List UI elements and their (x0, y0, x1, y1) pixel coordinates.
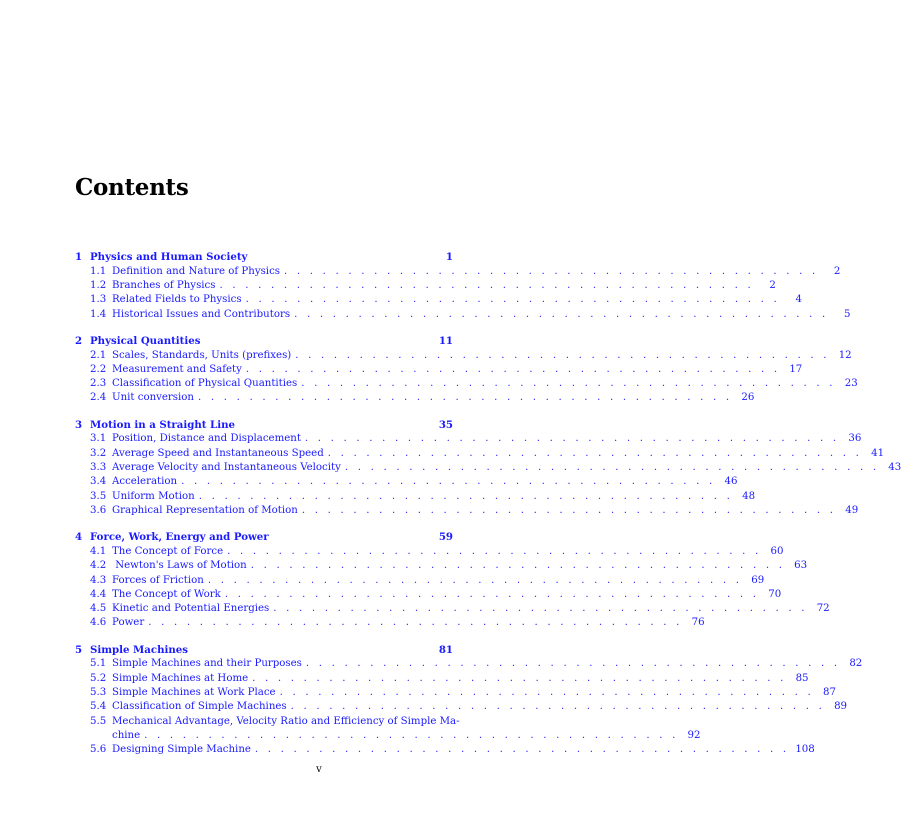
section-number: 5.2 (90, 672, 107, 684)
toc-chapter (75, 418, 901, 518)
section-number: 1.3 (90, 294, 107, 306)
section-page: 89 (834, 701, 848, 713)
section-number: 1.2 (90, 279, 107, 291)
section-title: Simple Machines at Home (112, 672, 249, 684)
toc-chapter (75, 643, 863, 758)
dot-leader: . . . . . . . . . . . . . . . . . . . . . . . . . . . . . . . . . . . . . . . . . . (327, 447, 863, 459)
section-number: 2.1 (90, 349, 107, 361)
chapter-title: Motion in a Straight Line (90, 418, 235, 431)
section-page: 36 (848, 433, 862, 445)
section-number: 3.6 (90, 504, 107, 516)
toc-section-entry[interactable] (75, 657, 863, 671)
toc-section-entry[interactable] (75, 602, 830, 616)
section-title: Historical Issues and Contributors (112, 308, 291, 320)
page-title: Contents (75, 174, 189, 201)
section-number: 4.3 (90, 574, 107, 586)
dot-leader: . . . . . . . . . . . . . . . . . . . . . . . . . . . . . . . . . . . . . . . . . . (295, 349, 830, 361)
chapter-number: 5 (75, 643, 83, 656)
toc-section-entry[interactable] (75, 265, 841, 279)
section-number: 5.3 (90, 686, 107, 698)
section-title: Average Velocity and Instantaneous Velocity (112, 462, 341, 474)
toc-section-entry[interactable] (75, 743, 815, 757)
chapter-number: 4 (75, 531, 83, 544)
dot-leader: . . . . . . . . . . . . . . . . . . . . . . . . . . . . . . . . . . . . . . . . . . (290, 701, 826, 713)
section-title: Unit conversion (112, 392, 194, 404)
section-title: Definition and Nature of Physics (112, 265, 281, 277)
toc-chapter-entry[interactable] (75, 250, 453, 264)
toc-chapter (75, 334, 858, 406)
section-page: 48 (742, 490, 756, 502)
toc-section-entry-continued[interactable] (75, 729, 701, 743)
section-title: Scales, Standards, Units (prefixes) (112, 349, 292, 361)
section-page: 76 (691, 617, 705, 629)
section-page: 43 (888, 462, 901, 474)
toc-section-entry[interactable] (75, 432, 862, 446)
section-number: 3.1 (90, 433, 107, 445)
section-title: Simple Machines and their Purposes (112, 658, 302, 670)
dot-leader: . . . . . . . . . . . . . . . . . . . . . . . . . . . . . . . . . . . . . . . . . . (254, 744, 790, 756)
section-page: 92 (687, 729, 701, 741)
toc-section-entry[interactable] (75, 559, 808, 573)
dot-leader: . . . . . . . . . . . . . . . . . . . . . . . . . . . . . . . . . . . . . . . . . . (207, 574, 743, 586)
toc-section-entry[interactable] (75, 672, 809, 686)
section-number: 4.6 (90, 617, 107, 629)
section-number: 3.2 (90, 447, 107, 459)
toc-section-entry[interactable] (75, 461, 901, 475)
section-number: 2.4 (90, 392, 107, 404)
dot-leader: . . . . . . . . . . . . . . . . . . . . . . . . . . . . . . . . . . . . . . . . . . (148, 617, 683, 629)
toc-chapter-entry[interactable] (75, 334, 453, 348)
dot-leader: . . . . . . . . . . . . . . . . . . . . . . . . . . . . . . . . . . . . . . . . . . (294, 308, 829, 320)
toc-section-entry[interactable] (75, 447, 885, 461)
section-page: 23 (844, 378, 858, 390)
section-page: 70 (768, 588, 782, 600)
section-page: 82 (849, 658, 863, 670)
section-page: 72 (816, 603, 830, 615)
section-title: Mechanical Advantage, Velocity Ratio and Efficiency of Simple Ma- (112, 715, 460, 727)
toc-section-entry[interactable] (75, 490, 756, 504)
toc-section-entry[interactable] (75, 504, 859, 518)
section-title: The Concept of Force (112, 545, 224, 557)
dot-leader: . . . . . . . . . . . . . . . . . . . . . . . . . . . . . . . . . . . . . . . . . . (301, 378, 836, 390)
dot-leader: . . . . . . . . . . . . . . . . . . . . . . . . . . . . . . . . . . . . . . . . . . (344, 462, 880, 474)
section-title: Related Fields to Physics (112, 294, 242, 306)
toc-chapter (75, 530, 830, 630)
section-page: 108 (795, 744, 815, 756)
section-page: 2 (769, 279, 776, 291)
section-title: The Concept of Work (112, 588, 221, 600)
section-page: 85 (795, 672, 809, 684)
section-number: 5.5 (90, 715, 107, 727)
toc-chapter (75, 250, 851, 322)
toc-section-entry[interactable] (75, 574, 765, 588)
dot-leader: . . . . . . . . . . . . . . . . . . . . . . . . . . . . . . . . . . . . . . . . . . (245, 363, 781, 375)
chapter-page: 1 (445, 251, 453, 263)
section-page: 2 (833, 265, 841, 277)
table-of-contents (75, 250, 901, 769)
chapter-number: 2 (75, 334, 83, 347)
dot-leader: . . . . . . . . . . . . . . . . . . . . . . . . . . . . . . . . . . . . . . . . . . (181, 476, 716, 488)
section-title-continued: chine (112, 729, 141, 741)
dot-leader: . . . . . . . . . . . . . . . . . . . . . . . . . . . . . . . . . . . . . . . . . . (198, 490, 734, 502)
toc-section-entry[interactable] (75, 715, 460, 729)
section-number: 1.1 (90, 265, 107, 277)
toc-section-entry[interactable] (75, 308, 851, 322)
toc-section-entry[interactable] (75, 279, 776, 293)
toc-section-entry[interactable] (75, 475, 738, 489)
section-page: 63 (794, 560, 808, 572)
dot-leader: . . . . . . . . . . . . . . . . . . . . . . . . . . . . . . . . . . . . . . . . . . (301, 504, 837, 516)
toc-section-entry[interactable] (75, 377, 858, 391)
section-title: Classification of Simple Machines (112, 701, 287, 713)
toc-section-entry[interactable] (75, 700, 848, 714)
section-page: 41 (871, 447, 885, 459)
toc-section-entry[interactable] (75, 349, 852, 363)
chapter-page: 81 (438, 643, 453, 656)
section-title: Classification of Physical Quantities (112, 378, 298, 390)
dot-leader: . . . . . . . . . . . . . . . . . . . . . . . . . . . . . . . . . . . . . . . . . . (219, 279, 754, 291)
section-title: Forces of Friction (112, 574, 204, 586)
chapter-title: Simple Machines (90, 643, 189, 656)
toc-chapter-entry[interactable] (75, 530, 453, 544)
dot-leader: . . . . . . . . . . . . . . . . . . . . . . . . . . . . . . . . . . . . . . . . . . (250, 560, 786, 572)
chapter-page: 35 (438, 418, 453, 431)
dot-leader: . . . . . . . . . . . . . . . . . . . . . . . . . . . . . . . . . . . . . . . . . . (305, 658, 841, 670)
section-title: Power (112, 617, 145, 629)
dot-leader: . . . . . . . . . . . . . . . . . . . . . . . . . . . . . . . . . . . . . . . . . . (227, 545, 762, 557)
toc-section-entry[interactable] (75, 293, 802, 307)
toc-section-entry[interactable] (75, 545, 784, 559)
section-number: 3.4 (90, 476, 107, 488)
section-title: Graphical Representation of Motion (112, 504, 298, 516)
section-title: Acceleration (112, 476, 178, 488)
section-page: 26 (741, 392, 755, 404)
toc-chapter-entry[interactable] (75, 418, 453, 432)
dot-leader: . . . . . . . . . . . . . . . . . . . . . . . . . . . . . . . . . . . . . . . . . . (273, 603, 808, 615)
section-page: 46 (724, 476, 738, 488)
section-page: 17 (789, 363, 803, 375)
section-title: Branches of Physics (112, 279, 216, 291)
dot-leader: . . . . . . . . . . . . . . . . . . . . . . . . . . . . . . . . . . . . . . . . . . (224, 588, 760, 600)
section-number: 3.5 (90, 490, 107, 502)
section-title: Uniform Motion (112, 490, 195, 502)
section-title: Position, Distance and Displacement (112, 433, 301, 445)
chapter-number: 3 (75, 418, 83, 431)
section-page: 12 (838, 349, 852, 361)
section-title: Simple Machines at Work Place (112, 686, 276, 698)
toc-chapter-entry[interactable] (75, 643, 453, 657)
dot-leader: . . . . . . . . . . . . . . . . . . . . . . . . . . . . . . . . . . . . . . . . . . (304, 433, 840, 445)
section-title: Kinetic and Potential Energies (112, 603, 270, 615)
section-title: Designing Simple Machine (112, 744, 251, 756)
section-page: 4 (795, 294, 802, 306)
section-number: 5.6 (90, 744, 107, 756)
dot-leader: . . . . . . . . . . . . . . . . . . . . . . . . . . . . . . . . . . . . . . . . . . (245, 294, 780, 306)
toc-section-entry[interactable] (75, 686, 836, 700)
dot-leader: . . . . . . . . . . . . . . . . . . . . . . . . . . . . . . . . . . . . . . . . . . (144, 729, 679, 741)
chapter-page: 11 (438, 334, 453, 347)
chapter-title: Force, Work, Energy and Power (90, 531, 269, 544)
page-number: v (316, 764, 322, 775)
chapter-title: Physics and Human Society (90, 251, 248, 263)
toc-section-entry[interactable] (75, 616, 705, 630)
section-number: 4.2 (90, 560, 107, 572)
section-number: 5.4 (90, 701, 107, 713)
section-number: 2.2 (90, 363, 107, 375)
toc-section-entry[interactable] (75, 363, 803, 377)
chapter-page: 59 (438, 531, 453, 544)
section-number: 3.3 (90, 462, 107, 474)
section-number: 4.4 (90, 588, 107, 600)
section-number: 4.5 (90, 603, 107, 615)
section-page: 87 (822, 686, 836, 698)
section-title: Average Speed and Instantaneous Speed (112, 447, 324, 459)
section-number: 4.1 (90, 545, 107, 557)
section-number: 1.4 (90, 308, 107, 320)
section-page: 5 (843, 308, 851, 320)
chapter-number: 1 (75, 251, 83, 263)
section-title: Newton's Laws of Motion (112, 560, 247, 572)
chapter-title: Physical Quantities (90, 334, 201, 347)
dot-leader: . . . . . . . . . . . . . . . . . . . . . . . . . . . . . . . . . . . . . . . . . . (197, 392, 733, 404)
toc-section-entry[interactable] (75, 391, 755, 405)
section-title: Measurement and Safety (112, 363, 242, 375)
dot-leader: . . . . . . . . . . . . . . . . . . . . . . . . . . . . . . . . . . . . . . . . . . (279, 686, 814, 698)
dot-leader: . . . . . . . . . . . . . . . . . . . . . . . . . . . . . . . . . . . . . . . . . . (252, 672, 787, 684)
section-page: 69 (751, 574, 765, 586)
section-page: 49 (845, 504, 859, 516)
toc-section-entry[interactable] (75, 588, 782, 602)
section-number: 5.1 (90, 658, 107, 670)
section-page: 60 (770, 545, 784, 557)
section-number: 2.3 (90, 378, 107, 390)
dot-leader: . . . . . . . . . . . . . . . . . . . . . . . . . . . . . . . . . . . . . . . . . . (284, 265, 819, 277)
